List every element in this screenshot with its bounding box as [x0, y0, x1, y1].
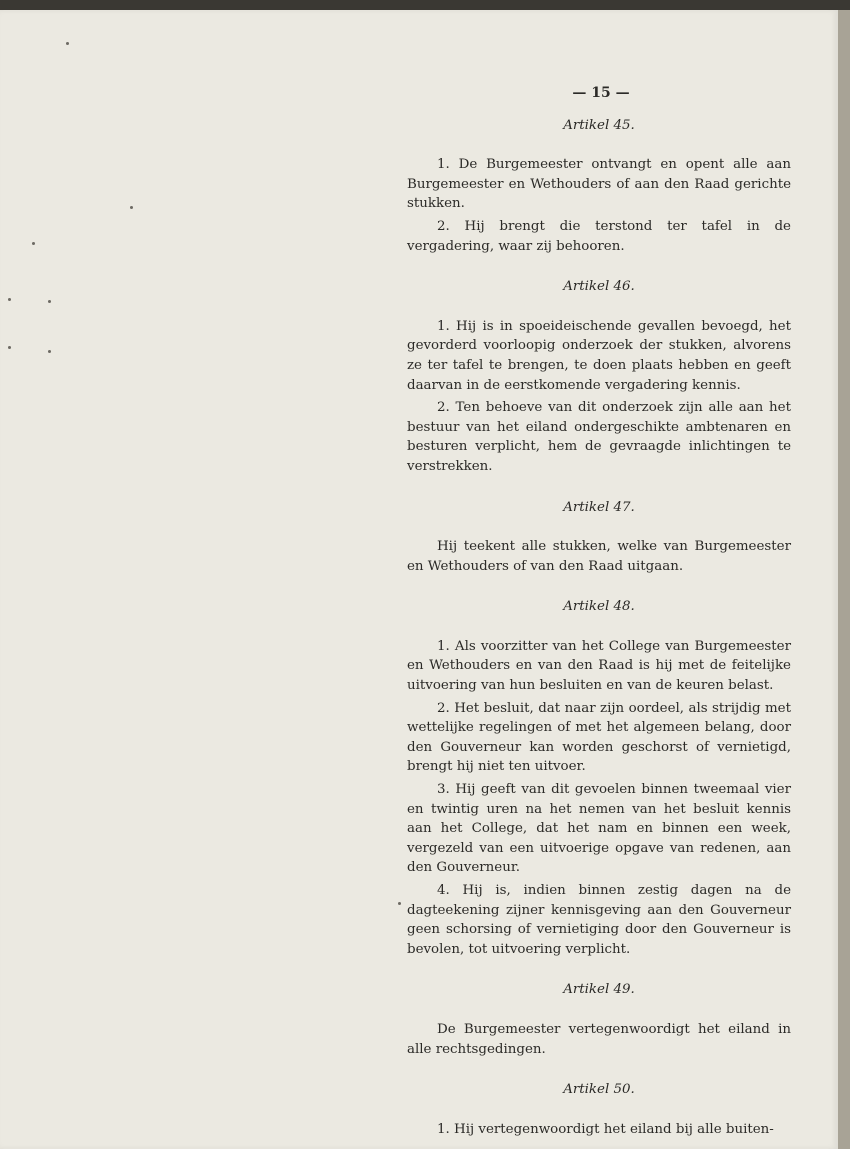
article-paragraph: 2. Ten behoeve van dit onderzoek zijn alle aan het bestuur van het eiland ondergeschikte ambtenaren en besturen verplicht, hem de gevraagde inlichtingen te verstrekken.	[407, 400, 791, 474]
article-paragraph: 1. Als voorzitter van het College van Burgemeester en Wethouders en van den Raad is hij met de feitelijke uitvoering van hun besluiten en van de keuren belast.	[407, 638, 791, 694]
article-paragraph: 2. Het besluit, dat naar zijn oordeel, als strijdig met wettelijke regelingen of met het algemeen belang, door den Gouverneur kan worden geschorst of vernietigd, brengt hij niet ten uitvoer.	[407, 700, 791, 775]
article-heading: Artikel 47.	[563, 499, 635, 515]
text-column	[407, 84, 791, 1142]
paper-speck	[48, 350, 51, 353]
paper-speck	[66, 42, 69, 45]
paper-speck	[8, 298, 11, 301]
article-45	[407, 116, 791, 257]
paper-speck	[8, 346, 11, 349]
article-paragraph: 1. De Burgemeester ontvangt en opent alle aan Burgemeester en Wethouders of aan den Raad gerichte stukken.	[407, 157, 791, 212]
paper-speck	[130, 206, 133, 209]
article-47	[407, 498, 791, 577]
article-46	[407, 277, 791, 476]
paper-speck	[48, 300, 51, 303]
scan-top-strip	[0, 0, 850, 10]
article-48	[407, 597, 791, 959]
article-heading: Artikel 49.	[563, 982, 635, 998]
paper-speck	[398, 902, 401, 905]
article-heading: Artikel 45.	[563, 117, 635, 133]
article-paragraph: 2. Hij brengt die terstond ter tafel in de vergadering, waar zij behooren.	[407, 218, 791, 254]
article-heading: Artikel 48.	[563, 599, 635, 615]
page-number: — 15 —	[572, 85, 630, 101]
article-heading: Artikel 50.	[563, 1082, 635, 1098]
paper-speck	[32, 242, 35, 245]
article-paragraph: 1. Hij is in spoeideischende gevallen bevoegd, het gevorderd voorloopig onderzoek der stukken, alvorens ze ter tafel te brengen, te doen plaats hebben en geeft daarvan in de eerstkomende vergadering kennis.	[407, 318, 791, 393]
article-49	[407, 980, 791, 1059]
article-paragraph: 3. Hij geeft van dit gevoelen binnen tweemaal vier en twintig uren na het nemen van het besluit kennis aan het College, dat het nam en binnen een week, vergezeld van een uitvoerige opgave van redenen, aan den Gouverneur.	[407, 782, 791, 876]
article-paragraph: 1. Hij vertegenwoordigt het eiland bij alle buiten-	[437, 1121, 774, 1137]
article-paragraph: 4. Hij is, indien binnen zestig dagen na de dagteekening zijner kennisgeving aan den Gouverneur geen schorsing of vernietiging door den Gouverneur is bevolen, tot uitvoering verplicht.	[407, 883, 791, 957]
article-heading: Artikel 46.	[563, 279, 635, 295]
page-edge	[838, 10, 850, 1149]
article-paragraph: De Burgemeester vertegenwoordigt het eiland in alle rechtsgedingen.	[407, 1021, 791, 1057]
article-paragraph: Hij teekent alle stukken, welke van Burgemeester en Wethouders of van den Raad uitgaan.	[407, 539, 791, 574]
article-50	[407, 1080, 791, 1139]
